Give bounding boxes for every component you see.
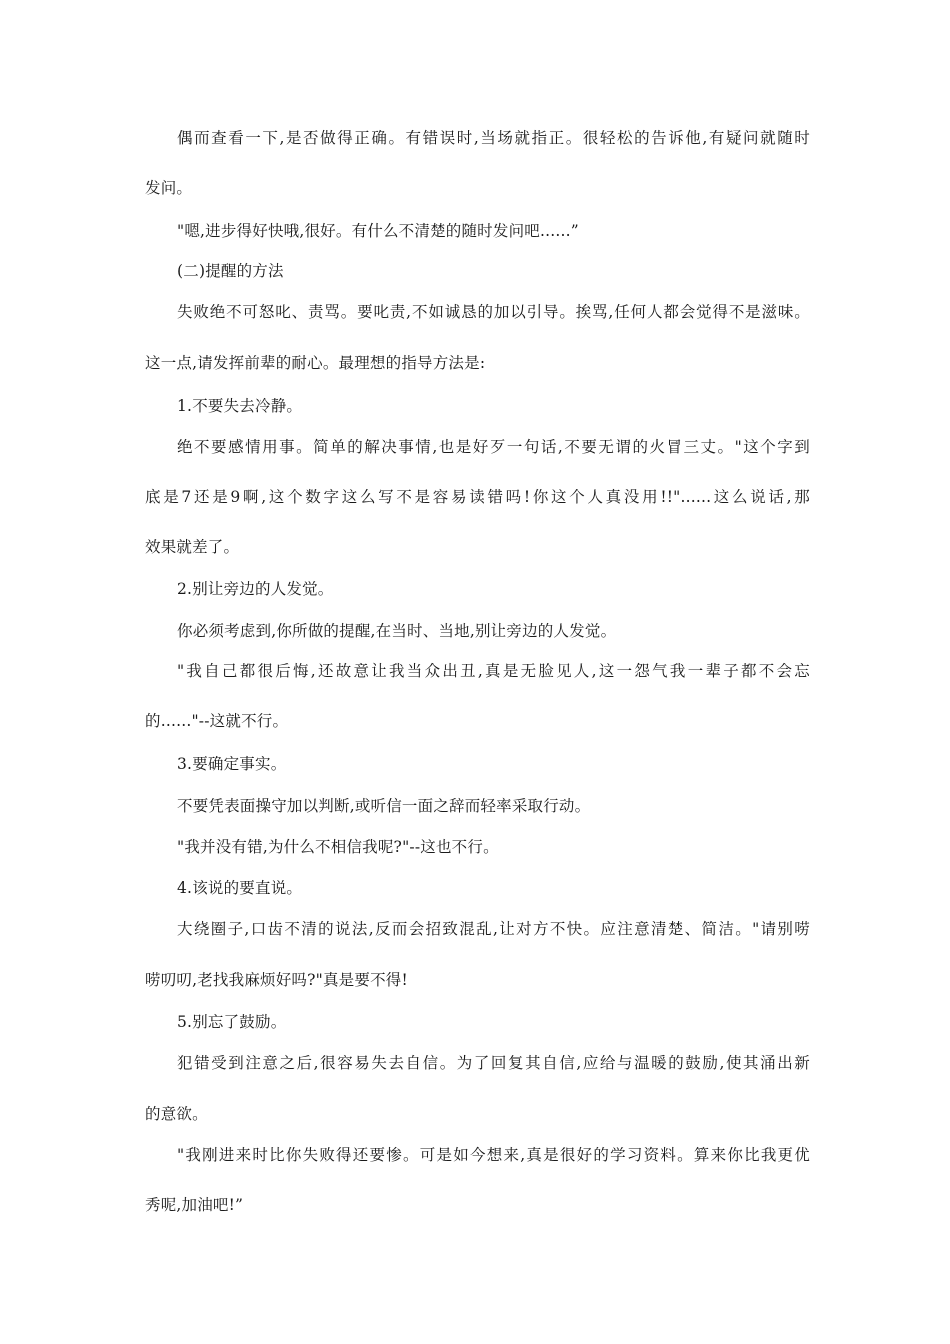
paragraph-line: "我刚进来时比你失败得还要惨。可是如今想来,真是很好的学习资料。算来你比我更优: [177, 1146, 810, 1164]
paragraph-line: 大绕圈子,口齿不清的说法,反而会招致混乱,让对方不快。应注意清楚、简洁。"请别唠: [177, 920, 810, 938]
paragraph-line: 你必须考虑到,你所做的提醒,在当时、当地,别让旁边的人发觉。: [177, 622, 617, 640]
section-heading: (二)提醒的方法: [177, 262, 284, 280]
paragraph-line: 偶而查看一下,是否做得正确。有错误时,当场就指正。很轻松的告诉他,有疑问就随时: [177, 129, 810, 147]
paragraph-line: 失败绝不可怒叱、责骂。要叱责,不如诚恳的加以引导。挨骂,任何人都会觉得不是滋味。: [177, 303, 810, 321]
paragraph-line: 犯错受到注意之后,很容易失去自信。为了回复其自信,应给与温暖的鼓励,使其涌出新: [177, 1054, 810, 1072]
paragraph-line: "嗯,进步得好快哦,很好。有什么不清楚的随时发问吧......”: [177, 222, 579, 240]
paragraph-line: "我并没有错,为什么不相信我呢?"--这也不行。: [177, 838, 499, 856]
list-heading: 4.该说的要直说。: [177, 879, 303, 897]
paragraph-line: 秀呢,加油吧!”: [145, 1196, 244, 1214]
list-heading: 5.别忘了鼓励。: [177, 1013, 287, 1031]
paragraph-line: 的意欲。: [145, 1105, 208, 1123]
paragraph-line: 不要凭表面操守加以判断,或听信一面之辞而轻率采取行动。: [177, 797, 591, 815]
paragraph-line: 绝不要感情用事。简单的解决事情,也是好歹一句话,不要无谓的火冒三丈。"这个字到: [177, 438, 810, 456]
paragraph-line: 发问。: [145, 179, 193, 197]
paragraph-line: "我自己都很后悔,还故意让我当众出丑,真是无脸见人,这一怨气我一辈子都不会忘: [177, 662, 810, 680]
list-heading: 3.要确定事实。: [177, 755, 287, 773]
list-heading: 2.别让旁边的人发觉。: [177, 580, 334, 598]
paragraph-line: 效果就差了。: [145, 538, 240, 556]
paragraph-line: 底是7还是9啊,这个数字这么写不是容易读错吗!你这个人真没用!!"......这么说话,那: [145, 488, 810, 506]
list-heading: 1.不要失去冷静。: [177, 397, 303, 415]
paragraph-line: 唠叨叨,老找我麻烦好吗?"真是要不得!: [145, 971, 408, 989]
paragraph-line: 这一点,请发挥前辈的耐心。最理想的指导方法是:: [145, 354, 486, 372]
paragraph-line: 的......"--这就不行。: [145, 712, 289, 730]
